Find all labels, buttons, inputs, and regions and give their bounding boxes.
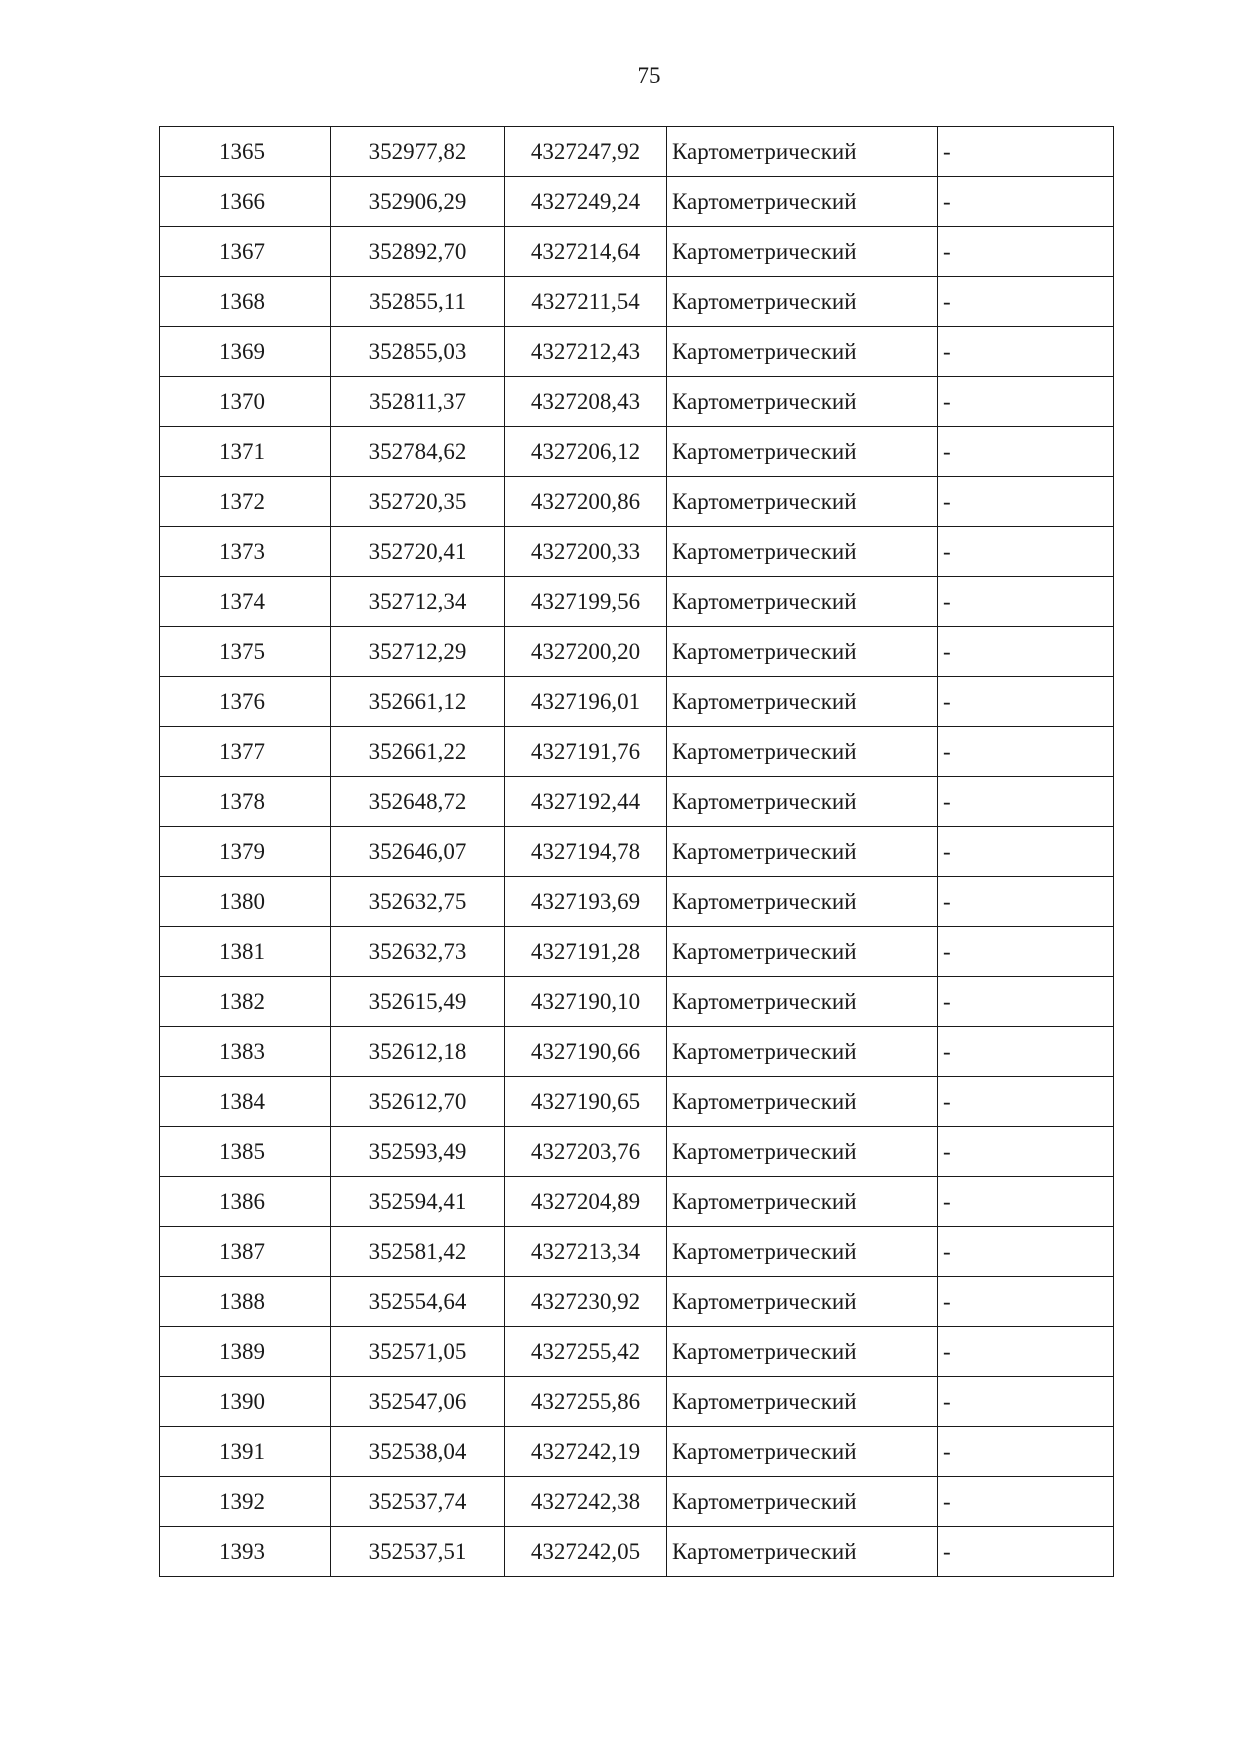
point-number-cell: 1378 bbox=[160, 777, 331, 827]
accuracy-cell: - bbox=[938, 177, 1114, 227]
point-number-cell: 1387 bbox=[160, 1227, 331, 1277]
table-row bbox=[160, 227, 1114, 277]
accuracy-cell: - bbox=[938, 1477, 1114, 1527]
point-number-cell: 1383 bbox=[160, 1027, 331, 1077]
table-row bbox=[160, 1127, 1114, 1177]
x-coordinate-cell: 352537,51 bbox=[331, 1527, 505, 1577]
method-cell: Картометрический bbox=[667, 277, 938, 327]
point-number-cell: 1381 bbox=[160, 927, 331, 977]
method-cell: Картометрический bbox=[667, 777, 938, 827]
point-number-cell: 1373 bbox=[160, 527, 331, 577]
x-coordinate-cell: 352593,49 bbox=[331, 1127, 505, 1177]
x-coordinate-cell: 352855,03 bbox=[331, 327, 505, 377]
x-coordinate-cell: 352612,18 bbox=[331, 1027, 505, 1077]
accuracy-cell: - bbox=[938, 627, 1114, 677]
point-number-cell: 1369 bbox=[160, 327, 331, 377]
y-coordinate-cell: 4327255,42 bbox=[505, 1327, 667, 1377]
table-row bbox=[160, 177, 1114, 227]
y-coordinate-cell: 4327230,92 bbox=[505, 1277, 667, 1327]
point-number-cell: 1384 bbox=[160, 1077, 331, 1127]
y-coordinate-cell: 4327200,33 bbox=[505, 527, 667, 577]
y-coordinate-cell: 4327190,66 bbox=[505, 1027, 667, 1077]
table-row bbox=[160, 1177, 1114, 1227]
x-coordinate-cell: 352571,05 bbox=[331, 1327, 505, 1377]
table-row bbox=[160, 827, 1114, 877]
method-cell: Картометрический bbox=[667, 1327, 938, 1377]
y-coordinate-cell: 4327200,20 bbox=[505, 627, 667, 677]
method-cell: Картометрический bbox=[667, 527, 938, 577]
accuracy-cell: - bbox=[938, 1177, 1114, 1227]
point-number-cell: 1392 bbox=[160, 1477, 331, 1527]
x-coordinate-cell: 352784,62 bbox=[331, 427, 505, 477]
method-cell: Картометрический bbox=[667, 1077, 938, 1127]
table-row bbox=[160, 277, 1114, 327]
method-cell: Картометрический bbox=[667, 727, 938, 777]
y-coordinate-cell: 4327242,05 bbox=[505, 1527, 667, 1577]
x-coordinate-cell: 352648,72 bbox=[331, 777, 505, 827]
x-coordinate-cell: 352811,37 bbox=[331, 377, 505, 427]
method-cell: Картометрический bbox=[667, 1527, 938, 1577]
x-coordinate-cell: 352632,73 bbox=[331, 927, 505, 977]
accuracy-cell: - bbox=[938, 727, 1114, 777]
point-number-cell: 1377 bbox=[160, 727, 331, 777]
y-coordinate-cell: 4327212,43 bbox=[505, 327, 667, 377]
accuracy-cell: - bbox=[938, 1227, 1114, 1277]
y-coordinate-cell: 4327213,34 bbox=[505, 1227, 667, 1277]
x-coordinate-cell: 352712,34 bbox=[331, 577, 505, 627]
table-row bbox=[160, 377, 1114, 427]
y-coordinate-cell: 4327200,86 bbox=[505, 477, 667, 527]
accuracy-cell: - bbox=[938, 1327, 1114, 1377]
accuracy-cell: - bbox=[938, 1377, 1114, 1427]
y-coordinate-cell: 4327199,56 bbox=[505, 577, 667, 627]
table-row bbox=[160, 1077, 1114, 1127]
method-cell: Картометрический bbox=[667, 227, 938, 277]
accuracy-cell: - bbox=[938, 977, 1114, 1027]
y-coordinate-cell: 4327208,43 bbox=[505, 377, 667, 427]
x-coordinate-cell: 352720,41 bbox=[331, 527, 505, 577]
accuracy-cell: - bbox=[938, 827, 1114, 877]
method-cell: Картометрический bbox=[667, 327, 938, 377]
point-number-cell: 1393 bbox=[160, 1527, 331, 1577]
table-row bbox=[160, 1477, 1114, 1527]
x-coordinate-cell: 352661,22 bbox=[331, 727, 505, 777]
x-coordinate-cell: 352632,75 bbox=[331, 877, 505, 927]
point-number-cell: 1365 bbox=[160, 127, 331, 177]
accuracy-cell: - bbox=[938, 327, 1114, 377]
table-row bbox=[160, 877, 1114, 927]
accuracy-cell: - bbox=[938, 1077, 1114, 1127]
accuracy-cell: - bbox=[938, 377, 1114, 427]
y-coordinate-cell: 4327206,12 bbox=[505, 427, 667, 477]
accuracy-cell: - bbox=[938, 427, 1114, 477]
point-number-cell: 1370 bbox=[160, 377, 331, 427]
y-coordinate-cell: 4327242,38 bbox=[505, 1477, 667, 1527]
y-coordinate-cell: 4327191,76 bbox=[505, 727, 667, 777]
y-coordinate-cell: 4327193,69 bbox=[505, 877, 667, 927]
method-cell: Картометрический bbox=[667, 377, 938, 427]
table-row bbox=[160, 1227, 1114, 1277]
table-row bbox=[160, 977, 1114, 1027]
accuracy-cell: - bbox=[938, 527, 1114, 577]
method-cell: Картометрический bbox=[667, 927, 938, 977]
accuracy-cell: - bbox=[938, 1277, 1114, 1327]
table-row bbox=[160, 777, 1114, 827]
point-number-cell: 1389 bbox=[160, 1327, 331, 1377]
table-row bbox=[160, 1027, 1114, 1077]
y-coordinate-cell: 4327255,86 bbox=[505, 1377, 667, 1427]
point-number-cell: 1372 bbox=[160, 477, 331, 527]
point-number-cell: 1386 bbox=[160, 1177, 331, 1227]
table-row bbox=[160, 127, 1114, 177]
accuracy-cell: - bbox=[938, 677, 1114, 727]
method-cell: Картометрический bbox=[667, 1427, 938, 1477]
x-coordinate-cell: 352646,07 bbox=[331, 827, 505, 877]
method-cell: Картометрический bbox=[667, 877, 938, 927]
point-number-cell: 1379 bbox=[160, 827, 331, 877]
x-coordinate-cell: 352547,06 bbox=[331, 1377, 505, 1427]
point-number-cell: 1368 bbox=[160, 277, 331, 327]
point-number-cell: 1376 bbox=[160, 677, 331, 727]
y-coordinate-cell: 4327192,44 bbox=[505, 777, 667, 827]
x-coordinate-cell: 352554,64 bbox=[331, 1277, 505, 1327]
table-row bbox=[160, 677, 1114, 727]
table-row bbox=[160, 577, 1114, 627]
accuracy-cell: - bbox=[938, 1427, 1114, 1477]
point-number-cell: 1385 bbox=[160, 1127, 331, 1177]
x-coordinate-cell: 352538,04 bbox=[331, 1427, 505, 1477]
y-coordinate-cell: 4327204,89 bbox=[505, 1177, 667, 1227]
method-cell: Картометрический bbox=[667, 1227, 938, 1277]
table-row bbox=[160, 927, 1114, 977]
accuracy-cell: - bbox=[938, 1527, 1114, 1577]
table-row bbox=[160, 477, 1114, 527]
table-row bbox=[160, 627, 1114, 677]
accuracy-cell: - bbox=[938, 1127, 1114, 1177]
method-cell: Картометрический bbox=[667, 827, 938, 877]
point-number-cell: 1366 bbox=[160, 177, 331, 227]
x-coordinate-cell: 352661,12 bbox=[331, 677, 505, 727]
point-number-cell: 1371 bbox=[160, 427, 331, 477]
x-coordinate-cell: 352855,11 bbox=[331, 277, 505, 327]
method-cell: Картометрический bbox=[667, 677, 938, 727]
point-number-cell: 1367 bbox=[160, 227, 331, 277]
point-number-cell: 1388 bbox=[160, 1277, 331, 1327]
method-cell: Картометрический bbox=[667, 127, 938, 177]
method-cell: Картометрический bbox=[667, 477, 938, 527]
method-cell: Картометрический bbox=[667, 1127, 938, 1177]
accuracy-cell: - bbox=[938, 277, 1114, 327]
accuracy-cell: - bbox=[938, 927, 1114, 977]
x-coordinate-cell: 352581,42 bbox=[331, 1227, 505, 1277]
table-row bbox=[160, 427, 1114, 477]
point-number-cell: 1391 bbox=[160, 1427, 331, 1477]
x-coordinate-cell: 352612,70 bbox=[331, 1077, 505, 1127]
x-coordinate-cell: 352615,49 bbox=[331, 977, 505, 1027]
y-coordinate-cell: 4327247,92 bbox=[505, 127, 667, 177]
accuracy-cell: - bbox=[938, 127, 1114, 177]
method-cell: Картометрический bbox=[667, 577, 938, 627]
x-coordinate-cell: 352594,41 bbox=[331, 1177, 505, 1227]
y-coordinate-cell: 4327194,78 bbox=[505, 827, 667, 877]
y-coordinate-cell: 4327214,64 bbox=[505, 227, 667, 277]
table-row bbox=[160, 727, 1114, 777]
y-coordinate-cell: 4327249,24 bbox=[505, 177, 667, 227]
table-row bbox=[160, 1527, 1114, 1577]
table-row bbox=[160, 1377, 1114, 1427]
accuracy-cell: - bbox=[938, 477, 1114, 527]
accuracy-cell: - bbox=[938, 227, 1114, 277]
accuracy-cell: - bbox=[938, 877, 1114, 927]
point-number-cell: 1390 bbox=[160, 1377, 331, 1427]
method-cell: Картометрический bbox=[667, 627, 938, 677]
method-cell: Картометрический bbox=[667, 1177, 938, 1227]
table-row bbox=[160, 527, 1114, 577]
y-coordinate-cell: 4327211,54 bbox=[505, 277, 667, 327]
accuracy-cell: - bbox=[938, 577, 1114, 627]
method-cell: Картометрический bbox=[667, 977, 938, 1027]
method-cell: Картометрический bbox=[667, 1377, 938, 1427]
x-coordinate-cell: 352892,70 bbox=[331, 227, 505, 277]
y-coordinate-cell: 4327196,01 bbox=[505, 677, 667, 727]
accuracy-cell: - bbox=[938, 777, 1114, 827]
method-cell: Картометрический bbox=[667, 427, 938, 477]
point-number-cell: 1374 bbox=[160, 577, 331, 627]
x-coordinate-cell: 352537,74 bbox=[331, 1477, 505, 1527]
y-coordinate-cell: 4327190,65 bbox=[505, 1077, 667, 1127]
coordinates-table bbox=[159, 126, 1114, 1577]
y-coordinate-cell: 4327190,10 bbox=[505, 977, 667, 1027]
method-cell: Картометрический bbox=[667, 1027, 938, 1077]
method-cell: Картометрический bbox=[667, 1477, 938, 1527]
coordinates-table-body bbox=[160, 127, 1114, 1577]
table-row bbox=[160, 327, 1114, 377]
table-row bbox=[160, 1277, 1114, 1327]
page-number: 75 bbox=[637, 63, 661, 88]
accuracy-cell: - bbox=[938, 1027, 1114, 1077]
point-number-cell: 1380 bbox=[160, 877, 331, 927]
y-coordinate-cell: 4327203,76 bbox=[505, 1127, 667, 1177]
table-row bbox=[160, 1327, 1114, 1377]
x-coordinate-cell: 352712,29 bbox=[331, 627, 505, 677]
point-number-cell: 1375 bbox=[160, 627, 331, 677]
x-coordinate-cell: 352720,35 bbox=[331, 477, 505, 527]
y-coordinate-cell: 4327191,28 bbox=[505, 927, 667, 977]
x-coordinate-cell: 352906,29 bbox=[331, 177, 505, 227]
method-cell: Картометрический bbox=[667, 177, 938, 227]
x-coordinate-cell: 352977,82 bbox=[331, 127, 505, 177]
table-row bbox=[160, 1427, 1114, 1477]
method-cell: Картометрический bbox=[667, 1277, 938, 1327]
point-number-cell: 1382 bbox=[160, 977, 331, 1027]
y-coordinate-cell: 4327242,19 bbox=[505, 1427, 667, 1477]
